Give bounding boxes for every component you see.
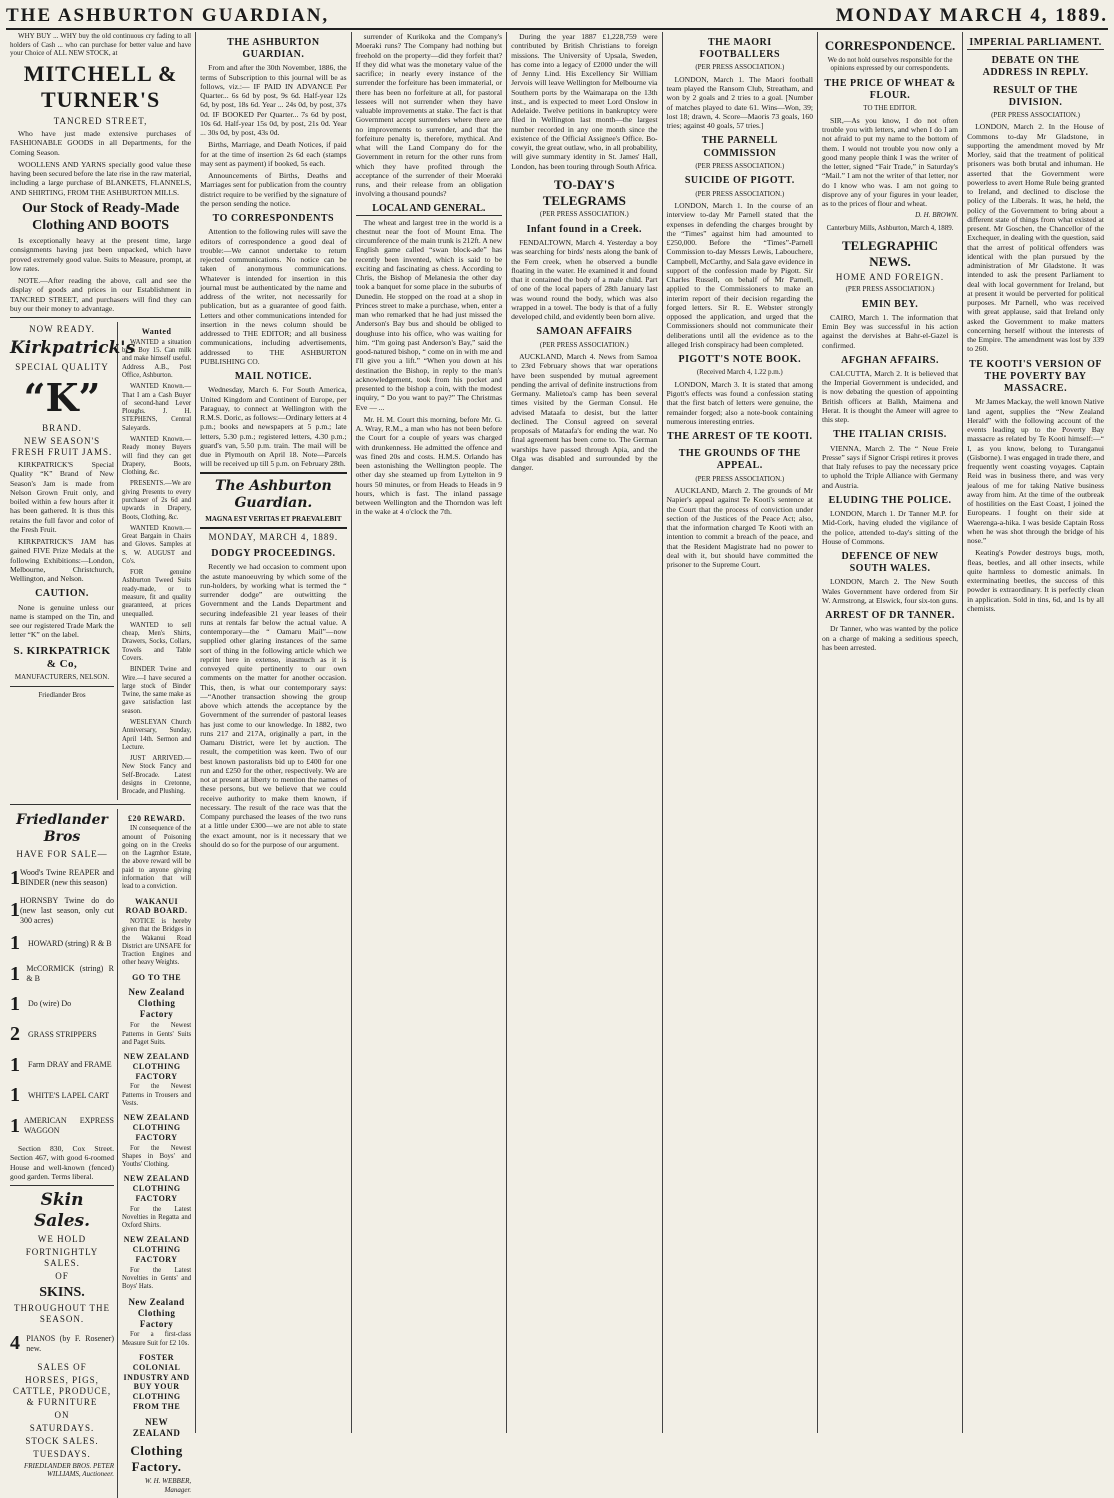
telegrams-sub: (PER PRESS ASSOCIATION.) (511, 210, 657, 219)
item-count: 1 (10, 931, 28, 955)
kirk-body-2: KIRKPATRICK'S JAM has gained FIVE Prize Medals at the following Exhibitions:—London, Melbourne, Christchurch, Wellington, and Nelson. (10, 537, 114, 583)
afghan-head: AFGHAN AFFAIRS. (822, 355, 958, 367)
item-text: WHITE'S LAPEL CART (28, 1091, 109, 1101)
tanner-body: Dr Tanner, who was wanted by the police on a charge of making a seditious speech, has been arrested. (822, 624, 958, 652)
tele-sub: HOME AND FOREIGN. (822, 272, 958, 283)
throughout: THROUGHOUT THE SEASON. (10, 1303, 114, 1325)
list-item (10, 962, 114, 986)
suicide-body: LONDON, March 1. In the course of an interview to-day Mr Parnell stated that the expenses in defending the charges brought by the “Times” against him had amounted to £250,000. Before the “Times”-Parnell Commission to-day Messrs Lewis, Labouchere, Campbell, McCarthy, and Sala gave evidence in support of the confession made by Pigott. Sir Charles Russell, on behalf of Mr Parnell, applied to the Commissioners to make an interim report of their decision regarding the forged letters. Sir R. E. Webster strongly opposed the application, and urged that the Commissioners should not communicate their deliberations until all the evidence as to the alleged Irish conspiracy had been completed. (667, 201, 813, 349)
column-7 (963, 32, 1108, 1433)
fried-sale: HAVE FOR SALE— (10, 849, 114, 860)
divider (10, 686, 114, 687)
samoan-head: SAMOAN AFFAIRS (511, 326, 657, 338)
debate-head: DEBATE ON THE ADDRESS IN REPLY. (967, 55, 1104, 79)
list-item (10, 992, 114, 1016)
wheat-head: THE PRICE OF WHEAT & FLOUR. (822, 78, 958, 102)
column-ads (6, 32, 196, 1433)
saturdays: SATURDAYS. (10, 1423, 114, 1434)
infant-head: Infant found in a Creek. (511, 224, 657, 236)
fried-title: Friedlander Bros (10, 812, 114, 846)
notebook-head: PIGOTT'S NOTE BOOK. (667, 354, 813, 366)
col2-births: Births, Marriage, and Death Notices, if paid for at the time of insertion 2s 6d each (stamps may sent as payment) if booked, 5s each. (200, 140, 346, 168)
kirk-brand: BRAND. (10, 423, 114, 434)
eluding-body: LONDON, March 1. Dr Tanner M.P. for Mid-Cork, having eluded the vigilance of the police, attended to-day's sitting of the House of Commons. (822, 509, 958, 546)
ad-stock-body: Is exceptionally heavy at the present time, large consignments having just been unpacked, which have proved extremely good value. Suits to Measure, prompt, at low rates. (10, 236, 191, 273)
masthead-title-right: MONDAY MARCH 4, 1889. (836, 5, 1108, 27)
list-item (10, 931, 114, 955)
item-count: 1 (10, 898, 20, 922)
divider (10, 1185, 114, 1186)
wheat-sub: TO THE EDITOR. (822, 104, 958, 113)
kir-body: Mr. H. M. Court this morning, before Mr. G. A. Wray, R.M., a man who has not been before the Court for a couple of years was charged with drunkenness. He admitted the offence and was fined 20s and costs. H.M.S. Orlando has been astonishing the Wellington people. The other day she steamed up from Lyttelton in 9 hours 50 minutes, or from Heads to Heads in 9 hours, which is fast. The inland passage between Wellington and the Thorndon was left in the wake at 4 o'clock the 7th. (356, 415, 502, 517)
list-item (10, 1053, 114, 1077)
sales-of: SALES OF (10, 1362, 114, 1373)
imperial-sub: (PER PRESS ASSOCIATION.) (967, 111, 1104, 120)
fried-sig: FRIEDLANDER BROS. PETER WILLIAMS, Auctioneer. (10, 1462, 114, 1479)
kooti-body: Mr James Mackay, the well known Native land agent, supplies the “New Zealand Herald” with the following account of the events leading up to the Poverty Bay massacre as related by Te Kooti himself:—“ I, as you know, belong to Turanganui (Gisborne). I was engaged in trade there, and frequently went coasting voyages. Captain Reid was in business there, and was very jealous of me for taking Native business away from him. At the time of the outbreak of hostilities on the East Coast, I joined the Europeans. I fought on their side at Waerenga-a-hika. I was beside Captain Ross when he was shot through the bridge of his nose.” (967, 397, 1104, 545)
skin-of: OF (10, 1271, 114, 1282)
col2-announce: Announcements of Births, Deaths and Marriages sent for publication from the country district require to be verified by the signature of the person sending the notice. (200, 171, 346, 208)
column-2 (196, 32, 351, 1433)
col2-mail-head: MAIL NOTICE. (200, 371, 346, 383)
suicide-head: SUICIDE OF PIGOTT. (667, 175, 813, 187)
parnell-head: THE PARNELL COMMISSION (667, 135, 813, 159)
notice-column: £20 REWARD. IN consequence of the amount of Poisoning going on in the Creeks on the Lagmhor Estate, the above reward will be paid to anyone giving information that will lead to a conviction. WAKANUI ROAD BOARD. NOTICE is hereby given that the Bridges in the Wakanui Road District are UNSAFE for Traction Engines and other heavy Weights. GO TO THE New Zealand Clothing Factory For the Newest Patterns in Gents' Suits and Paget Suits. NEW ZEALAND CLOTHING FACTORY For the Newest Patterns in Trousers and Vests. NEW ZEALAND CLOTHING FACTORY For the Newest Shapes in Boys' and Youths' Clothing. NEW ZEALAND CLOTHING FACTORY For the Latest Novelties in Regatta and Oxford Shirts. NEW ZEALAND CLOTHING FACTORY For the Latest Novelties in Gents' and Boys' Hats. New Zealand Clothing Factory For a first-class Measure Suit for £2 10s. FOSTER COLONIAL INDUSTRY AND BUY YOUR CLOTHING FROM THE NEW ZEALAND Clothing Factory. W. H. WEBBER, Manager. (122, 809, 191, 1498)
kooti-head: TE KOOTI'S VERSION OF THE POVERTY BAY MASSACRE. (967, 359, 1104, 396)
item-count: 1 (10, 1083, 28, 1107)
column-5 (663, 32, 818, 1433)
paper-flag (200, 472, 346, 530)
item-text: Farm DRAY and FRAME (28, 1060, 112, 1070)
kirk-jams: NEW SEASON'S FRESH FRUIT JAMS. (10, 436, 114, 458)
local-body: The wheat and largest tree in the world is a chestnut near the foot of Mount Etna. The circumference of the main trunk is 212ft. A new English game called “swan block-ade” has recently been invented, which is said to be exciting and fascinating as chess. According to Chris, the Bishop of Melanesia the other day took a banquet for some place in the suburbs of Dunedin. He stopped on the road at a shop in Princes street to make a purchase, when, enter a man who remarked that he had just missed the Anderson's Bay bus and should be obliged to doughuse into his office, who was waiting for him. “I'm going past Anderson's Bay,” said the good-natured bishop, “ come on in with me and I'll give you a lift.” “When you down at his destination the Bishop, in reply to the man's acknowledgement, took from his pocket and presented to the bishop a coin, with the modest inquiry, “ Do you want to pay?” The Christmas Eve — ... (356, 218, 502, 412)
parnell-sub: (PER PRESS ASSOCIATION.) (667, 162, 813, 171)
col2-terms: From and after the 30th November, 1886, the terms of Subscription to this journal will be as follows, viz.:— IF PAID IN ADVANCE Per Quarter... 6s 6d by post, 9s 6d. Half-year 12s 6d, by post, 18s 6d. Year ... 24s 0d, by post, 37s 0d. IF BOOKED Per Quarter... 7s 6d by post, 10s 6d. Half-year 15s 0d, by post, 21s 0d. Year ... 30s 0d, by post, 43s 0d. (200, 63, 346, 137)
imperial-head: IMPERIAL PARLIAMENT. (967, 37, 1104, 50)
suicide-sub: (PER PRESS ASSOCIATION.) (667, 190, 813, 199)
samoan-body: AUCKLAND, March 4. News from Samoa to 23rd February shows that war operations have been suspended by mutual agreement pending the arrival of definite instructions from Germany. Malietoa's camp has been several times visited by the German Consul. He advised Mataafa to desist, but the latter declined. The Consul agreed on several proposals of Mataafa's for ending the war. No final agreement has been come to. The German warships have passed through Apia, and the Olga was disabled and surrounded by the danger. (511, 352, 657, 472)
kirk-co: S. KIRKPATRICK & Co, (10, 645, 114, 672)
tele-sub-2: (PER PRESS ASSOCIATION.) (822, 285, 958, 294)
col2-corr-head: TO CORRESPONDENTS (200, 213, 346, 225)
dodgy-body: Recently we had occasion to comment upon the astute manoeuvring by which some of the run-holders, by working what is termed the “ surrender dodge” are outwitting the Government and the Lands Department and securing indefeasible 21 year leases of their runs at rentals far below the actual value. A contemporary—the “ Oamaru Mail”—now supplied other glaring instances of the same sort of thing in the following article which we reprint here in extenso, inasmuch as it is conveyed quite pertinently to our own comments on the matter for another occasion. This, then, is what our contemporary says:—“Another transaction showing the group above which attends the acceptance by the Government of the surrender of pastoral leases has just come to our knowledge. In 1882, two runs 217 and 217A, originally a part, in the Oamaru District, were let by auction. The result, the competition was keen. Two of our best known pastoralists bid up to £400 for one run and £250 for the other, respectively. We are not at present at liberty to mention the names of these persons, but we believe that we could receive authority to make them known, if necessary. The result of the race was that the Company purchased the leases of the two runs at a little under £300—we are not able to state the exact amount, nor is it necessary that we should do so for the purpose of our argument. (200, 562, 346, 849)
item-text: Do (wire) Do (28, 999, 71, 1009)
emin-head: EMIN BEY. (822, 299, 958, 311)
list-item (10, 1083, 114, 1107)
wheat-date: Canterbury Mills, Ashburton, March 4, 1889. (822, 224, 958, 233)
kirk-place: MANUFACTURERS, NELSON. (10, 673, 114, 682)
wheat-sig: D. H. BROWN. (822, 211, 958, 220)
afghan-body: CALCUTTA, March 2. It is believed that the Imperial Government is undecided, and is now debating the question of appointing British officers at Balkh, Maimena and Herat. It is thought the Ameer will agree to this step. (822, 369, 958, 425)
fortnightly: FORTNIGHTLY SALES. (10, 1247, 114, 1269)
masthead-title-left: THE ASHBURTON GUARDIAN, (6, 5, 329, 27)
col2-header: THE ASHBURTON GUARDIAN. (200, 37, 346, 61)
item-count: 1 (10, 1053, 28, 1077)
item-count: 1 (10, 1114, 24, 1138)
wanted-column: Wanted WANTED a situation by a Boy 15. Can milk and make himself useful. Address A.B., Post Office, Ashburton. WANTED Known.—That I am a Cash Buyer of second-hand Lever Ploughs. J. H. STEPHENS, Central Saleyards. WANTED Known.—Ready money Buyers will find they can get Drapery, Boots, Clothing, &c. PRESENTS.—We are giving Presents to every purchaser of 2s 6d and upwards in Drapery, Boots, Clothing, &c. WANTED Known.—Great Bargain in Chairs and Gloves. Samples at S. W. AUGUST and Co's. FOR genuine Ashburton Tweed Suits ready-made, or to measure, fit and quality guaranteed, at prices unequalled. WANTED to sell cheap, Men's Shirts, Drawers, Socks, Collars, Towels and Table Covers. BINDER Twine and Wire.—I have secured a large stock of Binder Twine, the same make as gave satisfaction last season. WESLEYAN Church Anniversary, Sunday, April 14th. Sermon and Lecture. JUST ARRIVED.—New Stock Fancy and Self-Brocade. Latest designs in Cretonne, Brocade, and Plushing. (122, 322, 191, 799)
column-4 (507, 32, 662, 1433)
maori-sub: (PER PRESS ASSOCIATION.) (667, 63, 813, 72)
column-3 (352, 32, 507, 1433)
item-count: 1 (10, 962, 26, 986)
ad-body-1: Who have just made extensive purchases of FASHIONABLE GOODS in all Departments, for the Coming Season. (10, 129, 191, 157)
samoan-sub: (PER PRESS ASSOCIATION.) (511, 341, 657, 350)
kirk-body: KIRKPATRICK'S Special Quality “K” Brand of New Season's Jam is made from Nelson Grown Fruit only, and boiled within a few hours after it has been gathered. It is thus this retains the full favor and color of the Fresh Fruit. (10, 460, 114, 534)
dodgy-head: DODGY PROCEEDINGS. (200, 548, 346, 560)
list-item (10, 896, 114, 925)
divider (10, 317, 191, 318)
skins: SKINS. (10, 1284, 114, 1301)
grounds-body: AUCKLAND, March 2. The grounds of Mr Napier's appeal against Te Kooti's sentence at the Court that the process of conviction under section of the Justices of the Peace Act; also, that the information charged Te Kooti with an intention to commit a breach of the peace, and that the Resident Magistrate had no power to deal with it, but should have committed the prisoner to the Supreme Court. (667, 486, 813, 569)
skin-sales: Skin Sales. (10, 1190, 114, 1231)
fried-items (10, 866, 114, 1138)
item-text: HOWARD (string) R & B (28, 939, 112, 949)
defence-head: DEFENCE OF NEW SOUTH WALES. (822, 551, 958, 575)
caution: CAUTION. (10, 588, 114, 600)
column-6 (818, 32, 963, 1433)
ad-firm-name: MITCHELL & TURNER'S (10, 61, 191, 115)
arrest-head: THE ARREST OF TE KOOTI. (667, 431, 813, 443)
col4-body-top: During the year 1887 £1,228,759 were contributed by British Christians to foreign missions. The University of Upsala, Sweden, has come into a legacy of £2000 under the will of Jenny Lind. His Excellency Sir William Jervois will leave Wellington for Melbourne via Southern ports by the Waimarapa on the 13th inst., and is expected to meet Lord Onslow in Adelaide. Twelve petitions in bankruptcy were filed in Wellington last month—the largest number recorded in any one month since the existence of the Official Assignee's Office. Bo-cowyit, the great outlaw, who, in all probability, will give summary identity in St. James' Hall, London, has been touring through South Africa. (511, 32, 657, 171)
italian-head: THE ITALIAN CRISIS. (822, 429, 958, 441)
skin-hold: WE HOLD (10, 1234, 114, 1245)
eluding-head: ELUDING THE POLICE. (822, 495, 958, 507)
fried-section: Section 830, Cox Street. Section 467, with good 6-roomed House and well-known (fenced) good garden. Terms liberal. (10, 1144, 114, 1181)
list-item (10, 866, 114, 890)
col2-corr-body: Attention to the following rules will save the editors of correspondence a good deal of trouble:—We cannot undertake to return rejected communications. No notice can be taken of anonymous communications. Whatever is intended for insertion in this journal must be authenticated by the name and address of the writer, not necessarily for publication, but as a guarantee of good faith. Letters and other communications intended for insertion in the news column should be addressed to THE EDITOR; and all business communications, including advertisements, addressed to THE ASHBURTON PUBLISHING CO. (200, 227, 346, 366)
stock-sales: STOCK SALES. (10, 1436, 114, 1447)
ad-street: TANCRED STREET, (10, 116, 191, 127)
tanner-head: ARREST OF DR TANNER. (822, 610, 958, 622)
flag-title: The Ashburton Guardian. (200, 478, 346, 512)
corr-head: CORRESPONDENCE. (822, 38, 958, 54)
item-text: McCORMICK (string) R & B (26, 964, 114, 984)
divider (10, 804, 191, 805)
tele-head: TELEGRAPHIC NEWS. (822, 238, 958, 270)
item-count: 1 (10, 992, 28, 1016)
result-head: RESULT OF THE DIVISION. (967, 85, 1104, 109)
ad-body-2: WOOLLENS AND YARNS specially good value these having been secured before the late rise in the raw material, including a large purchase of BLANKETS, FLANNELS, AND SHIRTING, FROM THE ASHBURTON MILLS. (10, 160, 191, 197)
flag-motto: MAGNA EST VERITAS ET PRAEVALEBIT (200, 515, 346, 524)
item-text: HORNSBY Twine do do (new last season, only cut 300 acres) (20, 896, 114, 925)
caution-body: None is genuine unless our name is stamped on the Tin, and see our registered Trade Mark the letter “K” on the label. (10, 603, 114, 640)
kirkpatrick-ad (10, 322, 118, 799)
defence-body: LONDON, March 2. The New South Wales Government have ordered from Sir W. Armstrong, at Elswick, four six-ton guns. (822, 577, 958, 605)
keating: Keating's Powder destroys bugs, moth, fleas, beetles, and all other insects, while quite harmless to domestic animals. In exterminating beetles, the success of this powder is extraordinary. It is perfectly clean in application. Sold in tins, 6d, and 1s by all chemists. (967, 548, 1104, 613)
grounds-sub: (PER PRESS ASSOCIATION.) (667, 475, 813, 484)
sales-on: ON (10, 1410, 114, 1421)
ad-intro: WHY BUY ... WHY buy the old continuous cry fading to all holders of Cash ... who can purchase for better value and have your Choice of ALL NEW STOCK, at (10, 32, 191, 58)
masthead (6, 4, 1108, 30)
notebook-sub: (Received March 4, 1.22 p.m.) (667, 368, 813, 377)
issue-date: MONDAY, MARCH 4, 1889. (200, 532, 346, 543)
kirk-k: “K” (10, 375, 114, 421)
wheat-body: SIR,—As you know, I do not often trouble you with letters, and when I do I am not afraid to put my name to the bottom of them. I would not trouble you now only a good many people think I was the writer of the letter, signed “Fair Trade,” in Saturday's “Mail.” I am not the writer of that letter, nor do I know who was. I am not going to disprove any of your figures in your leader, as to the prices of flour and wheat. (822, 116, 958, 209)
list-item (10, 1022, 114, 1046)
ad-stock-head: Our Stock of Ready-Made Clothing AND BOOTS (10, 200, 191, 234)
maori-body: LONDON, March 1. The Maori football team played the Ransom Club, Streatham, and won by 2 goals and 2 tries to a goal. [Number of matches played to date 61. Wins—Won, 39; lost 18; drawn, 4. Score—Maoris 73 goals, 160 tries; against 40 goals, 57 tries.] (667, 75, 813, 131)
item-count: 2 (10, 1022, 28, 1046)
item-text: Wood's Twine REAPER and BINDER (new this season) (20, 868, 114, 888)
now-ready: NOW READY. (10, 324, 114, 335)
kirk-sub: SPECIAL QUALITY (10, 362, 114, 373)
col2-mail-body: Wednesday, March 6. For South America, United Kingdom and Continent of Europe, per Paraguay, to connect at Wellington with the R.M.S. Doric, as follows:—Ordinary letters at 4 p.m.; books and newspapers at 5 p.m.; late letters, 5.30 p.m.; registered letters, 4.30 p.m.; guard's van, 5.50 p.m. train. The mail will be due in Plymouth on April 18. Note—Parcels will be received up till 5 p.m. on February 28th. (200, 385, 346, 468)
horses: HORSES, PIGS, CATTLE, PRODUCE, & FURNITURE (10, 1375, 114, 1408)
col3-body-top: surrender of Kurikoka and the Company's Moeraki runs? The Company had nothing but freehold on the property—did they forfeit that? If they did what was the monetary value of the sacrifice; in nearly every instance of the surrender the forfeiture has been immaterial, or there has been no forfeiture at all, for pastoral lessees will not surrender when they have valuable improvements at stake. The fact is that Government accept surrenders where there are no improvements to surrender, and that the forfeiture penalty is, therefore, mythical. And what will the Land Company do for the Government in return for the other runs from which they have profited through the acceptance of the surrender of their Moeraki runs, and their release from an obligation involving a thousand pounds? (356, 32, 502, 199)
notebook-body: LONDON, March 3. It is stated that among Pigott's effects was found a confession stating that the first batch of letters were genuine, the remainder forged; also a note-book containing numerous interesting entries. (667, 380, 813, 426)
pianos: PIANOS (by F. Rosener) new. (26, 1334, 114, 1354)
list-item (10, 1114, 114, 1138)
imperial-body: LONDON, March 2. In the House of Commons to-day Mr Gladstone, in supporting the amendment moved by Mr Morley, said that the treatment of political prisoners was both brutal and inhuman. He asserted that the Government were powerless to avert Home Rule being granted to Ireland, and declined to disclose the policy of the Liberals. It was, he held, the policy of the Government to bring about a different state of things from what existed at present. Mr Goschen, the Chancellor of the Exchequer, in dealing with the question, said that the arrest of political offenders was identical with the plan pursued by the administration of Mr Gladstone. It was intended to ask the present Parliament to deal with local government for Ireland, but at present it would be perverted for political purposes. Mr Parnell, who was received with great applause, said that Ireland only asked the Government to make matters concerning herself without the interests of the Empire. The amendment was lost by 339 to 260. (967, 122, 1104, 353)
item-text: GRASS STRIPPERS (28, 1030, 97, 1040)
item-text: AMERICAN EXPRESS WAGGON (24, 1116, 114, 1136)
corr-note: We do not hold ourselves responsible for the opinions expressed by our correspondents. (822, 56, 958, 73)
infant-body: FENDALTOWN, March 4. Yesterday a boy was searching for birds' nests along the bank of the Fern creek, when he observed a bundle floating in the water. He examined it and found that it contained the body of a male child. Part of one of the local papers of 28th January last was wound round the body, which was also wrapped in a towel. The body is that of a fully developed child, and evidently been born alive. (511, 238, 657, 321)
ad-note: NOTE.—After reading the above, call and see the display of goods and prices in our Establishment in TANCRED STREET, and purchasers will find they can buy our their money to advantage. (10, 276, 191, 313)
grounds-head: THE GROUNDS OF THE APPEAL. (667, 448, 813, 472)
local-head: LOCAL AND GENERAL. (356, 203, 502, 216)
maori-head: THE MAORI FOOTBALLERS (667, 37, 813, 61)
tuesdays: TUESDAYS. (10, 1449, 114, 1460)
friedlander-ad (10, 809, 118, 1498)
piano-item: 4 PIANOS (by F. Rosener) new. (10, 1331, 114, 1355)
emin-body: CAIRO, March 1. The information that Emin Bey was successful in his action against the dervishes at Bahr-el-Gazel is confirmed. (822, 313, 958, 350)
fried-small: Friedlander Bros (10, 691, 114, 700)
telegrams-head: TO-DAY'S TELEGRAMS (511, 177, 657, 209)
kirk-title: Kirkpatrick's (10, 338, 114, 359)
item-count: 1 (10, 866, 20, 890)
italian-body: VIENNA, March 2. The “ Neue Freie Presse” says if Signor Crispi retires it proves that Italy refuses to pay the necessary price to uphold the Triple Alliance with Germany and Austria. (822, 444, 958, 490)
columns (6, 32, 1108, 1433)
